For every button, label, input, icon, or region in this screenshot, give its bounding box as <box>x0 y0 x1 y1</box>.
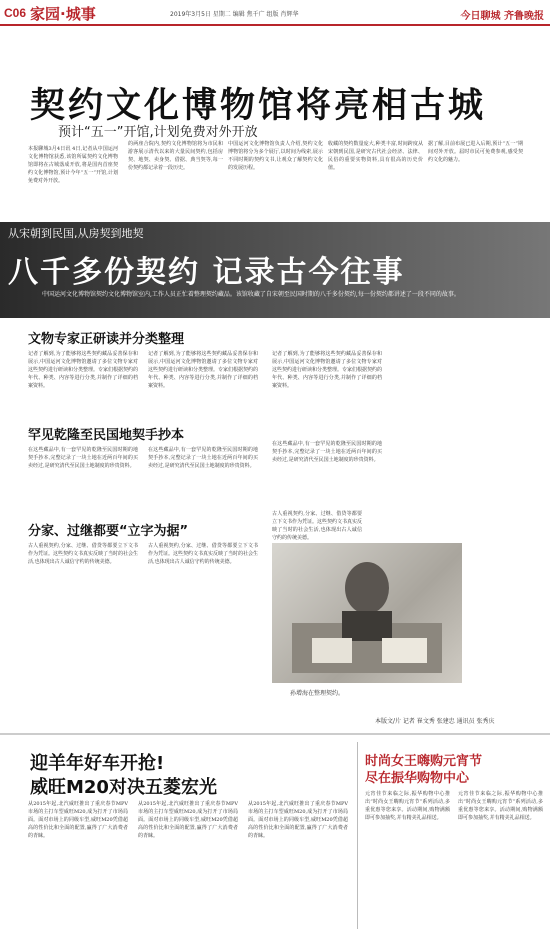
section-3-text-a: 古人重视契约,分家、过继、借贷等都要立下文书作为凭证。这些契约文书真实反映了当时的社会生活,也体现出古人诚信守约的传统美德。 <box>28 543 138 565</box>
ad-left-headline-2: 威旺M20对决五菱宏光 <box>30 777 217 798</box>
ad-left-text-a: 从2015年起,北汽威旺推出了重庆春节MPV市场的主打车型威旺M20,成为打开了市场局面。面对市场上的同级车型,威旺M20凭借超高的性价比和全面的配置,赢得了广大消费者的青睐。 <box>28 801 128 839</box>
bottom-separator <box>0 733 550 735</box>
page-number: C06 <box>4 6 27 20</box>
header-rule <box>0 24 550 26</box>
ad-right-headline-2: 尽在振华购物中心 <box>365 771 470 786</box>
section-heading-2: 罕见乾隆至民国地契手抄本 <box>28 428 185 443</box>
section-heading-1: 文物专家正研读并分类整理 <box>28 332 185 347</box>
ad-left-headline-1: 迎羊年好车开抢! <box>30 753 165 774</box>
issue-meta: 2019年3月5日 星期二 编辑 焦千广 组版 肖辉华 <box>170 11 299 18</box>
photo-caption: 孙增海在整理契约。 <box>290 690 345 697</box>
document-sheet-left <box>312 638 352 663</box>
person-body <box>342 611 392 641</box>
lead-col-5: 据了解,目前布展已进入后期,预计“五一”期间对外开放。届时市民可免费参观,感受契约文化的魅力。 <box>428 141 523 163</box>
lead-col-2: 的两座合院内,契约文化博物馆将为市民和游客展示清代以来的大量民间契约,包括房契、地契、卖身契、借据、典当契等,每一份契约都记录着一段历史。 <box>128 141 223 171</box>
section-2-text-a: 在这些藏品中,有一套罕见的乾隆至民国时期的地契手抄本,完整记录了一块土地在近两百年间的买卖经过,是研究清代至民国土地制度的珍贵资料。 <box>28 447 138 469</box>
banner-intro: 中国运河文化博物馆契约文化博物馆室内,工作人员正忙着整理契约藏品。该馆收藏了自宋朝至民国时期的八千多份契约,每一份契约都讲述了一段不同的故事。 <box>42 291 460 298</box>
section-heading-3: 分家、过继都要“立字为据” <box>28 524 189 539</box>
ad-right-text-a: 元宵佳节来临之际,振华购物中心推出“时尚女王嗨购元宵节”系列活动,多重优惠等您来享。活动期间,购物满额即可参加抽奖,并有精美礼品相送。 <box>365 791 450 821</box>
lead-col-1: 本报聊城3月4日讯 4日,记者从中国运河文化博物馆获悉,该馆所属契约文化博物馆即将在古城落成开放,将是国内首座契约文化博物馆,预计今年“五一”开馆,计划免费对外开放。 <box>28 146 118 184</box>
banner-kicker: 从宋朝到民国,从房契到地契 <box>8 227 144 240</box>
section-2-text-c: 在这些藏品中,有一套罕见的乾隆至民国时期的地契手抄本,完整记录了一块土地在近两百年间的买卖经过,是研究清代至民国土地制度的珍贵资料。 <box>272 441 382 463</box>
bottom-column-divider <box>357 742 358 929</box>
section-3-text-c: 古人重视契约,分家、过继、借贷等都要立下文书作为凭证。这些契约文书真实反映了当时的社会生活,也体现出古人诚信守约的传统美德。 <box>272 511 362 540</box>
ad-left-text-c: 从2015年起,北汽威旺推出了重庆春节MPV市场的主打车型威旺M20,成为打开了市场局面。面对市场上的同级车型,威旺M20凭借超高的性价比和全面的配置,赢得了广大消费者的青睐。 <box>248 801 348 839</box>
ad-left-text-b: 从2015年起,北汽威旺推出了重庆春节MPV市场的主打车型威旺M20,成为打开了市场局面。面对市场上的同级车型,威旺M20凭借超高的性价比和全面的配置,赢得了广大消费者的青睐。 <box>138 801 238 839</box>
section-1-text-a: 记者了解到,为了能够将这些契约藏品妥善保存和展示,中国运河文化博物馆邀请了多位文物专家对这些契约进行研读和分类整理。专家们根据契约的年代、种类、内容等进行分类,并制作了详细的档案资料。 <box>28 351 138 389</box>
section-1-text-c: 记者了解到,为了能够将这些契约藏品妥善保存和展示,中国运河文化博物馆邀请了多位文物专家对这些契约进行研读和分类整理。专家们根据契约的年代、种类、内容等进行分类,并制作了详细的档案资料。 <box>272 351 382 389</box>
banner-headline: 八千多份契约 记录古今往事 <box>8 255 405 290</box>
section-title: 家园·城事 <box>30 5 96 23</box>
ad-right-text-b: 元宵佳节来临之际,振华购物中心推出“时尚女王嗨购元宵节”系列活动,多重优惠等您来享。活动期间,购物满额即可参加抽奖,并有精美礼品相送。 <box>458 791 543 821</box>
lead-subheadline: 预计“五一”开馆,计划免费对外开放 <box>58 125 258 140</box>
document-sheet-right <box>382 638 427 663</box>
archive-photo <box>272 543 462 683</box>
person-silhouette <box>345 562 389 614</box>
lead-col-4: 收藏的契约数量庞大,种类丰富,时间跨度从宋朝到民国,是研究古代社会经济、法律、民俗的重要实物资料,具有很高的历史价值。 <box>328 141 423 171</box>
section-1-text-b: 记者了解到,为了能够将这些契约藏品妥善保存和展示,中国运河文化博物馆邀请了多位文物专家对这些契约进行研读和分类整理。专家们根据契约的年代、种类、内容等进行分类,并制作了详细的档案资料。 <box>148 351 258 389</box>
ad-right-headline-1: 时尚女王嗨购元宵节 <box>365 754 483 769</box>
photo-illustration <box>272 543 462 683</box>
section-2-text-b: 在这些藏品中,有一套罕见的乾隆至民国时期的地契手抄本,完整记录了一块土地在近两百年间的买卖经过,是研究清代至民国土地制度的珍贵资料。 <box>148 447 258 469</box>
section-3-text-b: 古人重视契约,分家、过继、借贷等都要立下文书作为凭证。这些契约文书真实反映了当时的社会生活,也体现出古人诚信守约的传统美德。 <box>148 543 258 565</box>
masthead-brand: 今日聊城 齐鲁晚报 <box>460 11 544 22</box>
lead-headline: 契约文化博物馆将亮相古城 <box>30 86 487 126</box>
lead-col-3: 中国运河文化博物馆负责人介绍,契约文化博物馆将分为多个展厅,以时间为线索,展示不同时期的契约文书,让观众了解契约文化的发展历程。 <box>228 141 323 171</box>
photo-credit: 本版文/片 记者 崔文秀 张建忠 通讯员 张秀庆 <box>375 718 495 725</box>
